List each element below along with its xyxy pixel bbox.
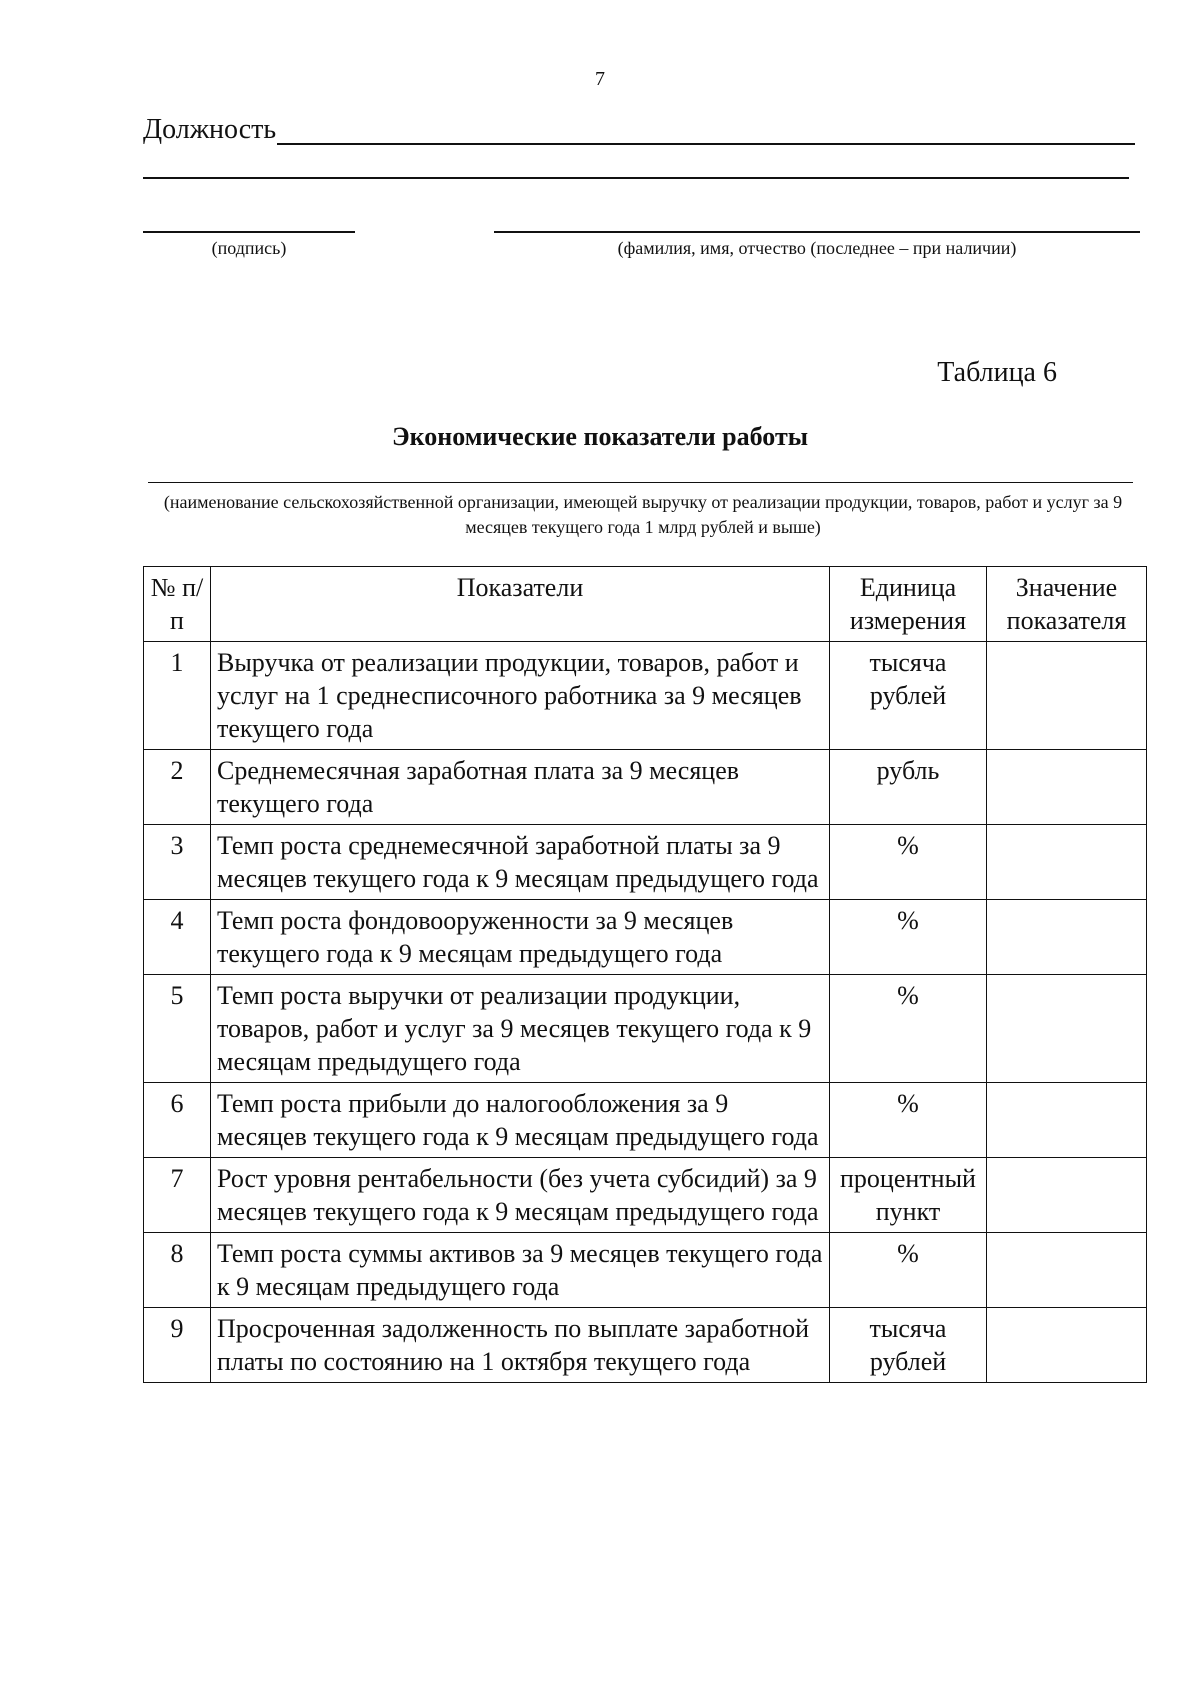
table-row xyxy=(144,975,1147,1083)
row-value-cell[interactable] xyxy=(987,1308,1147,1383)
row-number: 7 xyxy=(144,1158,211,1233)
indicators-table xyxy=(143,566,1147,1383)
page-number: 7 xyxy=(595,68,605,90)
row-value-cell[interactable] xyxy=(987,1233,1147,1308)
row-unit: процентный пункт xyxy=(830,1158,987,1233)
table-header-row xyxy=(144,567,1147,642)
table-row xyxy=(144,1158,1147,1233)
row-value-cell[interactable] xyxy=(987,900,1147,975)
row-value-cell[interactable] xyxy=(987,825,1147,900)
table-row xyxy=(144,642,1147,750)
table-label: Таблица 6 xyxy=(937,357,1057,388)
header-number: № п/п xyxy=(144,567,211,642)
row-unit: % xyxy=(830,1083,987,1158)
table-row xyxy=(144,1083,1147,1158)
full-name-caption: (фамилия, имя, отчество (последнее – при наличии) xyxy=(617,238,1017,258)
row-number: 3 xyxy=(144,825,211,900)
full-name-line[interactable] xyxy=(494,231,1140,233)
row-indicator: Просроченная задолженность по выплате заработной платы по состоянию на 1 октября текущего года xyxy=(211,1308,830,1383)
table-row xyxy=(144,1233,1147,1308)
row-number: 4 xyxy=(144,900,211,975)
row-value-cell[interactable] xyxy=(987,975,1147,1083)
header-value: Значение показателя xyxy=(987,567,1147,642)
row-value-cell[interactable] xyxy=(987,1158,1147,1233)
position-label: Должность xyxy=(143,114,277,145)
table-row xyxy=(144,1308,1147,1383)
header-unit: Единица измерения xyxy=(830,567,987,642)
document-title: Экономические показатели работы xyxy=(391,422,809,451)
table-row xyxy=(144,750,1147,825)
row-number: 6 xyxy=(144,1083,211,1158)
header-indicator: Показатели xyxy=(211,567,830,642)
position-input-line[interactable] xyxy=(277,143,1135,145)
row-indicator: Темп роста выручки от реализации продукции, товаров, работ и услуг за 9 месяцев текущего года к 9 месяцам предыдущего года xyxy=(211,975,830,1083)
row-unit: тысяча рублей xyxy=(830,1308,987,1383)
row-number: 2 xyxy=(144,750,211,825)
signature-line[interactable] xyxy=(143,231,355,233)
organization-caption: (наименование сельскохозяйственной организации, имеющей выручку от реализации продукции, товаров, работ и услуг за 9 месяцев текущего года 1 млрд рублей и выше) xyxy=(163,492,1123,537)
row-number: 5 xyxy=(144,975,211,1083)
row-indicator: Выручка от реализации продукции, товаров, работ и услуг на 1 среднесписочного работника за 9 месяцев текущего года xyxy=(211,642,830,750)
row-number: 9 xyxy=(144,1308,211,1383)
row-value-cell[interactable] xyxy=(987,642,1147,750)
row-indicator: Рост уровня рентабельности (без учета субсидий) за 9 месяцев текущего года к 9 месяцам предыдущего года xyxy=(211,1158,830,1233)
row-indicator: Среднемесячная заработная плата за 9 месяцев текущего года xyxy=(211,750,830,825)
position-continuation-line[interactable] xyxy=(143,177,1129,179)
row-indicator: Темп роста фондовооруженности за 9 месяцев текущего года к 9 месяцам предыдущего года xyxy=(211,900,830,975)
row-indicator: Темп роста суммы активов за 9 месяцев текущего года к 9 месяцам предыдущего года xyxy=(211,1233,830,1308)
row-number: 8 xyxy=(144,1233,211,1308)
row-unit: % xyxy=(830,900,987,975)
signature-caption: (подпись) xyxy=(211,238,287,258)
row-indicator: Темп роста среднемесячной заработной платы за 9 месяцев текущего года к 9 месяцам предыдущего года xyxy=(211,825,830,900)
row-unit: рубль xyxy=(830,750,987,825)
organization-name-line[interactable] xyxy=(148,482,1133,483)
row-indicator: Темп роста прибыли до налогообложения за 9 месяцев текущего года к 9 месяцам предыдущего года xyxy=(211,1083,830,1158)
table-row xyxy=(144,825,1147,900)
row-unit: % xyxy=(830,825,987,900)
row-value-cell[interactable] xyxy=(987,1083,1147,1158)
row-unit: % xyxy=(830,1233,987,1308)
table-row xyxy=(144,900,1147,975)
row-value-cell[interactable] xyxy=(987,750,1147,825)
row-unit: тысяча рублей xyxy=(830,642,987,750)
row-number: 1 xyxy=(144,642,211,750)
row-unit: % xyxy=(830,975,987,1083)
